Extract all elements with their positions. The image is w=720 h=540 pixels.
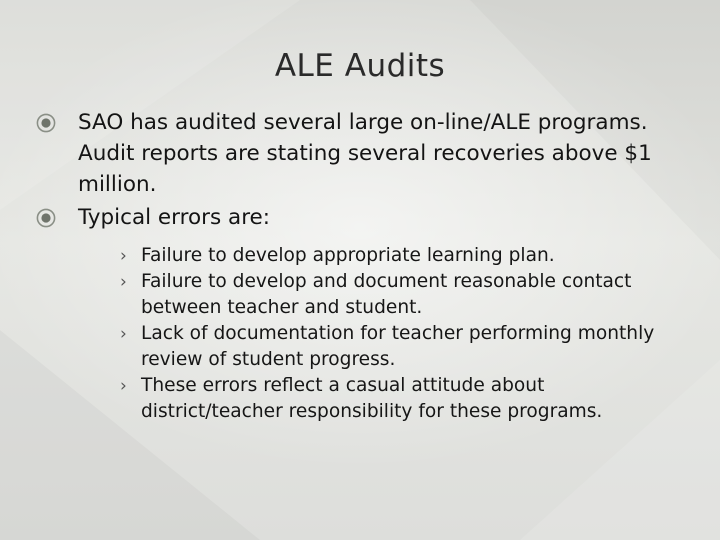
slide-title: ALE Audits bbox=[274, 48, 446, 84]
sub-bullet-text: Failure to develop and document reasonable contact between teacher and student. bbox=[141, 271, 632, 318]
sub-bullet-item bbox=[109, 269, 686, 321]
sub-bullet-item bbox=[109, 243, 686, 269]
chevron-right-icon: › bbox=[120, 272, 127, 292]
target-circle-icon bbox=[36, 113, 56, 133]
chevron-right-icon: › bbox=[120, 246, 127, 266]
bullet-item bbox=[36, 107, 686, 200]
bullet-text: SAO has audited several large on-line/ALE programs. Audit reports are stating several recoveries above $1 million. bbox=[78, 110, 652, 197]
bullet-list bbox=[36, 107, 686, 427]
chevron-right-icon: › bbox=[120, 376, 127, 396]
sub-bullet-text: Failure to develop appropriate learning plan. bbox=[141, 245, 555, 266]
chevron-right-icon: › bbox=[120, 324, 127, 344]
sub-bullet-item bbox=[109, 321, 686, 373]
bullet-text: Typical errors are: bbox=[78, 205, 271, 230]
sub-bullet-item bbox=[109, 373, 686, 425]
bullet-item bbox=[36, 202, 686, 425]
target-circle-icon bbox=[36, 208, 56, 228]
sub-bullet-list bbox=[78, 243, 686, 425]
sub-bullet-text: Lack of documentation for teacher performing monthly review of student progress. bbox=[141, 323, 655, 370]
sub-bullet-text: These errors reflect a casual attitude about district/teacher responsibility for these programs. bbox=[141, 375, 603, 422]
